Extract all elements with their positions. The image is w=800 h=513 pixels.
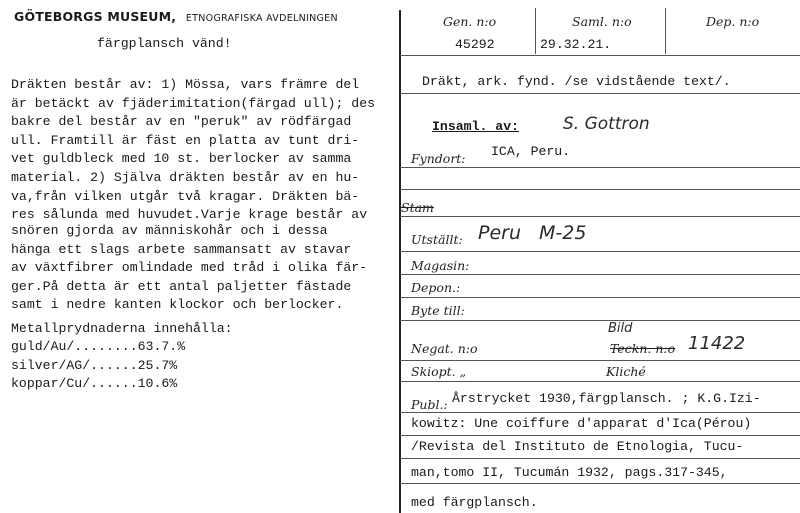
publ-line: Årstrycket 1930,färgplansch. ; K.G.Izi- (452, 391, 761, 406)
plate-note: färgplansch vänd! (97, 36, 232, 51)
metal-composition (11, 320, 233, 394)
saml-number: 29.32.21. (540, 37, 612, 52)
rule (400, 483, 800, 484)
rule (400, 320, 800, 321)
collector-label: Insaml. av: (432, 119, 520, 134)
description-line: samt i nedre kanten klockor och berlocker. (11, 297, 344, 313)
rule (400, 435, 800, 436)
publ-line: man,tomo II, Tucumán 1932, pags.317-345, (411, 465, 728, 480)
magasin-label: Magasin: (411, 258, 470, 273)
description-line: res sålunda med huvudet.Varje krage består av (11, 207, 368, 223)
description-line: Dräkten består av: 1) Mössa, vars främre del (11, 77, 360, 92)
utstallt-value: Peru M-25 (478, 222, 587, 244)
stam-label: Stam (401, 200, 434, 215)
dep-label: Dep. n:o (706, 14, 760, 29)
rule (400, 297, 800, 298)
byte-label: Byte till: (411, 303, 465, 318)
column-divider (665, 8, 666, 54)
gen-number: 45292 (455, 37, 495, 52)
utstallt-label: Utställt: (411, 232, 463, 247)
description-continuation (11, 222, 367, 315)
rule (400, 458, 800, 459)
description-line: ger.På detta är ett antal paljetter fästade (11, 278, 352, 294)
rule (400, 93, 800, 94)
description-line: vet guldbleck med 10 st. berlocker av samma (11, 151, 352, 167)
teckn-value: 11422 (688, 333, 746, 354)
description-line: är betäckt av fjäderimitation(färgad ull); des (11, 95, 376, 111)
description-line: bakre del består av en "peruk" av rödfärgad (11, 114, 352, 130)
fyndort-label: Fyndort: (411, 151, 466, 166)
collector-value: S. Gottron (563, 114, 650, 134)
description-line: ull. Framtill är fäst en platta av tunt dri- (11, 132, 360, 148)
department-name: ETNOGRAFISKA AVDELNINGEN (185, 13, 338, 24)
description-line: material. 2) Själva dräkten består av en hu- (11, 169, 360, 185)
description-line: snören gjorda av människohår och i dessa (11, 223, 328, 238)
rule (400, 360, 800, 361)
description-line: hänga ett slags arbete sammansatt av stavar (11, 241, 352, 257)
rule (400, 412, 800, 413)
gen-label: Gen. n:o (443, 14, 497, 29)
museum-header (14, 6, 338, 25)
kliche-label: Kliché (606, 364, 646, 379)
rule (400, 189, 800, 190)
negat-label: Negat. n:o (411, 341, 478, 356)
rule (400, 167, 800, 168)
museum-name: GÖTEBORGS MUSEUM, (14, 9, 177, 24)
metal-row: koppar/Cu/......10.6% (11, 376, 178, 392)
object-description: Dräkt, ark. fynd. /se vidstående text/. (422, 74, 731, 89)
description-text (11, 76, 375, 225)
card-divider (399, 10, 401, 513)
metal-row: silver/AG/......25.7% (11, 357, 178, 373)
saml-label: Saml. n:o (572, 14, 632, 29)
publ-label: Publ.: (411, 397, 448, 412)
metal-heading: Metallprydnaderna innehålla: (11, 321, 233, 336)
rule (400, 251, 800, 252)
teckn-label: Teckn. n:o (610, 341, 676, 356)
publ-line: /Revista del Instituto de Etnologia, Tucu- (411, 439, 744, 454)
header-rule (400, 55, 800, 56)
depon-label: Depon.: (411, 280, 461, 295)
metal-row: guld/Au/........63.7.% (11, 339, 186, 355)
description-line: va,från vilken utgår två kragar. Dräkten bä- (11, 188, 360, 204)
skiopt-label: Skiopt. „ (411, 364, 467, 379)
bild-handwritten: Bild (608, 321, 633, 336)
publ-line: kowitz: Une coiffure d'apparat d'Ica(Pérou) (411, 416, 752, 431)
publ-line: med färgplansch. (411, 495, 538, 510)
fyndort-value: ICA, Peru. (491, 144, 571, 159)
column-divider (535, 8, 536, 54)
rule (400, 381, 800, 382)
description-line: av växtfibrer omlindade med tråd i olika fär- (11, 260, 368, 276)
rule (400, 274, 800, 275)
rule (400, 216, 800, 217)
